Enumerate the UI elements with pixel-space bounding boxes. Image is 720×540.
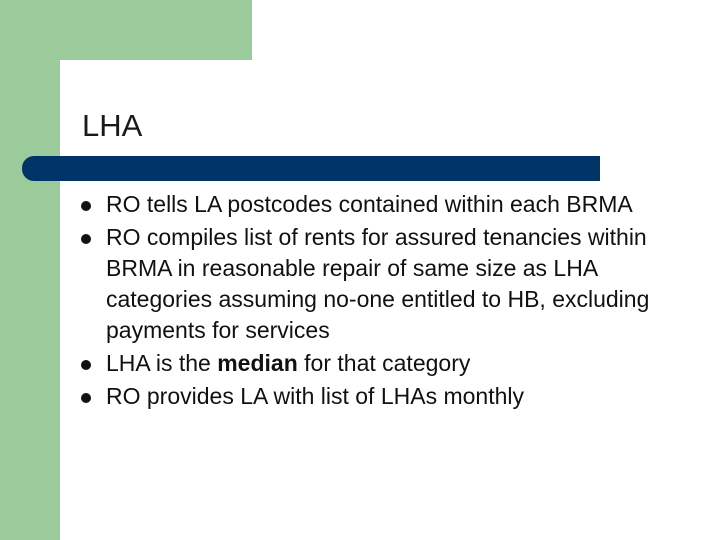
bullet-dot-icon: [81, 201, 91, 211]
title-underline-bar: [22, 156, 600, 181]
bullet-text: RO provides LA with list of LHAs monthly: [106, 383, 524, 409]
bullet-item: [78, 222, 708, 346]
slide-title: LHA: [82, 108, 143, 143]
bullet-text: RO compiles list of rents for assured tenancies within BRMA in reasonable repair of same size as LHA categories assuming no-one entitled to HB, excluding payments for services: [106, 224, 650, 343]
decorative-green-strip: [0, 0, 60, 540]
bullet-emphasis-median: median: [217, 350, 298, 376]
bullet-item: [78, 189, 708, 220]
bullet-dot-icon: [81, 360, 91, 370]
bullet-dot-icon: [81, 393, 91, 403]
bullet-text: RO tells LA postcodes contained within each BRMA: [106, 191, 633, 217]
bullet-item: [78, 348, 708, 379]
bullet-text-suffix: for that category: [297, 350, 471, 376]
bullet-item: [78, 381, 708, 412]
bullet-dot-icon: [81, 234, 91, 244]
bullet-text: [106, 350, 470, 376]
bullet-list: [78, 189, 708, 414]
bullet-text-prefix: LHA is the: [106, 350, 218, 376]
